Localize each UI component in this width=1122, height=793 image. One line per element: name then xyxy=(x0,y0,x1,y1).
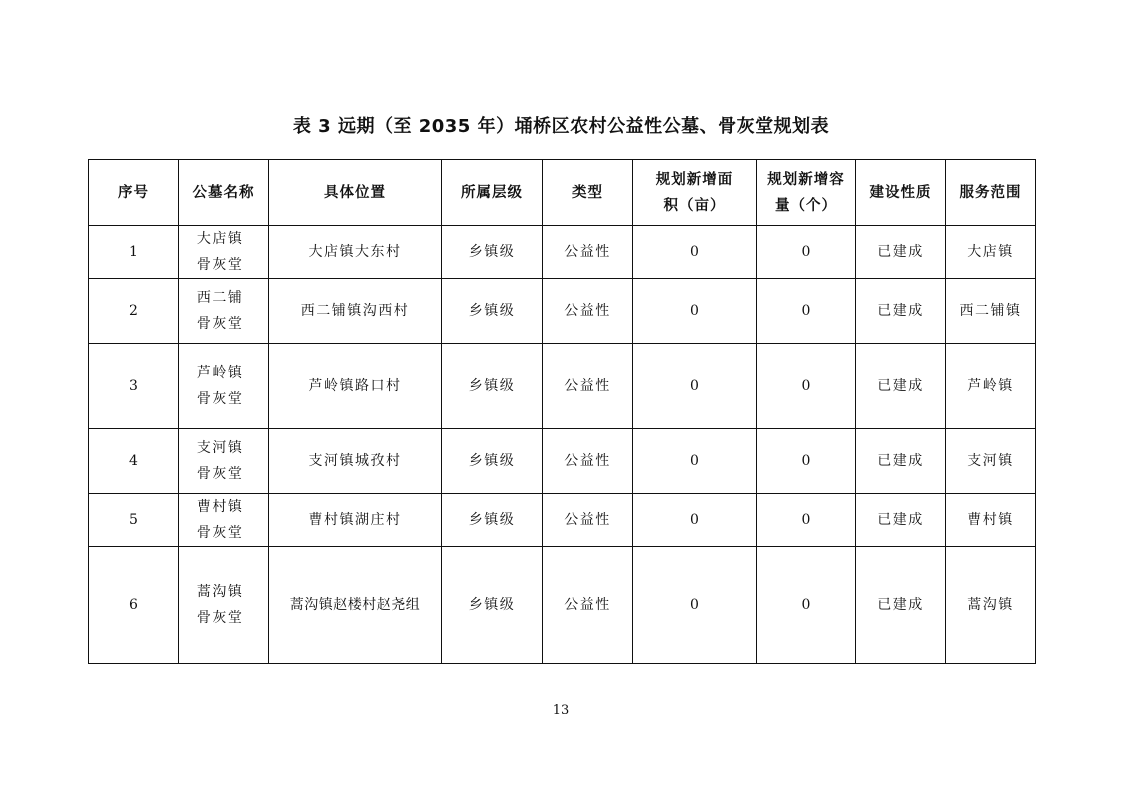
cemetery-name-cell xyxy=(179,429,269,494)
scope-cell: 曹村镇 xyxy=(946,494,1036,547)
cemetery-name-cell xyxy=(179,494,269,547)
location-cell: 蒿沟镇赵楼村赵尧组 xyxy=(269,547,442,664)
header-cell: 公墓名称 xyxy=(179,160,269,226)
table-row xyxy=(89,429,1036,494)
header-cell: 所属层级 xyxy=(442,160,543,226)
nature-cell: 已建成 xyxy=(856,494,946,547)
table-header-row xyxy=(89,160,1036,226)
cemetery-plan-table xyxy=(88,159,1036,664)
nature-cell: 已建成 xyxy=(856,279,946,344)
capacity-cell: 0 xyxy=(757,429,856,494)
table-row xyxy=(89,547,1036,664)
scope-cell: 蒿沟镇 xyxy=(946,547,1036,664)
type-cell: 公益性 xyxy=(543,429,633,494)
table-title: 表 3 远期（至 2035 年）埇桥区农村公益性公墓、骨灰堂规划表 xyxy=(292,116,830,137)
location-cell: 支河镇城孜村 xyxy=(269,429,442,494)
area-cell: 0 xyxy=(633,344,757,429)
row-number: 3 xyxy=(89,344,179,429)
header-cell: 服务范围 xyxy=(946,160,1036,226)
nature-cell: 已建成 xyxy=(856,226,946,279)
cemetery-name-cell xyxy=(179,344,269,429)
table-row xyxy=(89,279,1036,344)
row-number: 2 xyxy=(89,279,179,344)
row-number: 6 xyxy=(89,547,179,664)
area-cell: 0 xyxy=(633,494,757,547)
nature-cell: 已建成 xyxy=(856,547,946,664)
cemetery-name-cell xyxy=(179,547,269,664)
location-cell: 曹村镇湖庄村 xyxy=(269,494,442,547)
header-cell: 类型 xyxy=(543,160,633,226)
area-cell: 0 xyxy=(633,279,757,344)
level-cell: 乡镇级 xyxy=(442,226,543,279)
area-cell: 0 xyxy=(633,226,757,279)
scope-cell: 支河镇 xyxy=(946,429,1036,494)
area-cell: 0 xyxy=(633,547,757,664)
header-cell: 序号 xyxy=(89,160,179,226)
level-cell: 乡镇级 xyxy=(442,344,543,429)
row-number: 4 xyxy=(89,429,179,494)
header-cell: 规划新增面积（亩） xyxy=(633,160,757,226)
scope-cell: 芦岭镇 xyxy=(946,344,1036,429)
table-row xyxy=(89,494,1036,547)
nature-cell: 已建成 xyxy=(856,344,946,429)
cemetery-name: 蒿沟镇骨灰堂 xyxy=(196,584,244,626)
cemetery-name: 曹村镇骨灰堂 xyxy=(196,499,244,541)
capacity-cell: 0 xyxy=(757,344,856,429)
capacity-cell: 0 xyxy=(757,279,856,344)
table-row xyxy=(89,226,1036,279)
cemetery-name-cell xyxy=(179,226,269,279)
row-number: 5 xyxy=(89,494,179,547)
cemetery-name: 支河镇骨灰堂 xyxy=(196,440,244,482)
capacity-cell: 0 xyxy=(757,494,856,547)
header-cell: 建设性质 xyxy=(856,160,946,226)
level-cell: 乡镇级 xyxy=(442,547,543,664)
type-cell: 公益性 xyxy=(543,226,633,279)
type-cell: 公益性 xyxy=(543,279,633,344)
cemetery-name: 大店镇骨灰堂 xyxy=(196,231,244,273)
level-cell: 乡镇级 xyxy=(442,494,543,547)
header-cell: 具体位置 xyxy=(269,160,442,226)
type-cell: 公益性 xyxy=(543,547,633,664)
location-cell: 西二铺镇沟西村 xyxy=(269,279,442,344)
location-cell: 大店镇大东村 xyxy=(269,226,442,279)
cemetery-name: 芦岭镇骨灰堂 xyxy=(196,365,244,407)
cemetery-name: 西二铺骨灰堂 xyxy=(196,290,244,332)
scope-cell: 西二铺镇 xyxy=(946,279,1036,344)
type-cell: 公益性 xyxy=(543,344,633,429)
type-cell: 公益性 xyxy=(543,494,633,547)
page-number: 13 xyxy=(552,703,570,718)
header-cell: 规划新增容量（个） xyxy=(757,160,856,226)
area-cell: 0 xyxy=(633,429,757,494)
scope-cell: 大店镇 xyxy=(946,226,1036,279)
cemetery-name-cell xyxy=(179,279,269,344)
level-cell: 乡镇级 xyxy=(442,279,543,344)
capacity-cell: 0 xyxy=(757,547,856,664)
location-cell: 芦岭镇路口村 xyxy=(269,344,442,429)
capacity-cell: 0 xyxy=(757,226,856,279)
level-cell: 乡镇级 xyxy=(442,429,543,494)
row-number: 1 xyxy=(89,226,179,279)
nature-cell: 已建成 xyxy=(856,429,946,494)
table-row xyxy=(89,344,1036,429)
